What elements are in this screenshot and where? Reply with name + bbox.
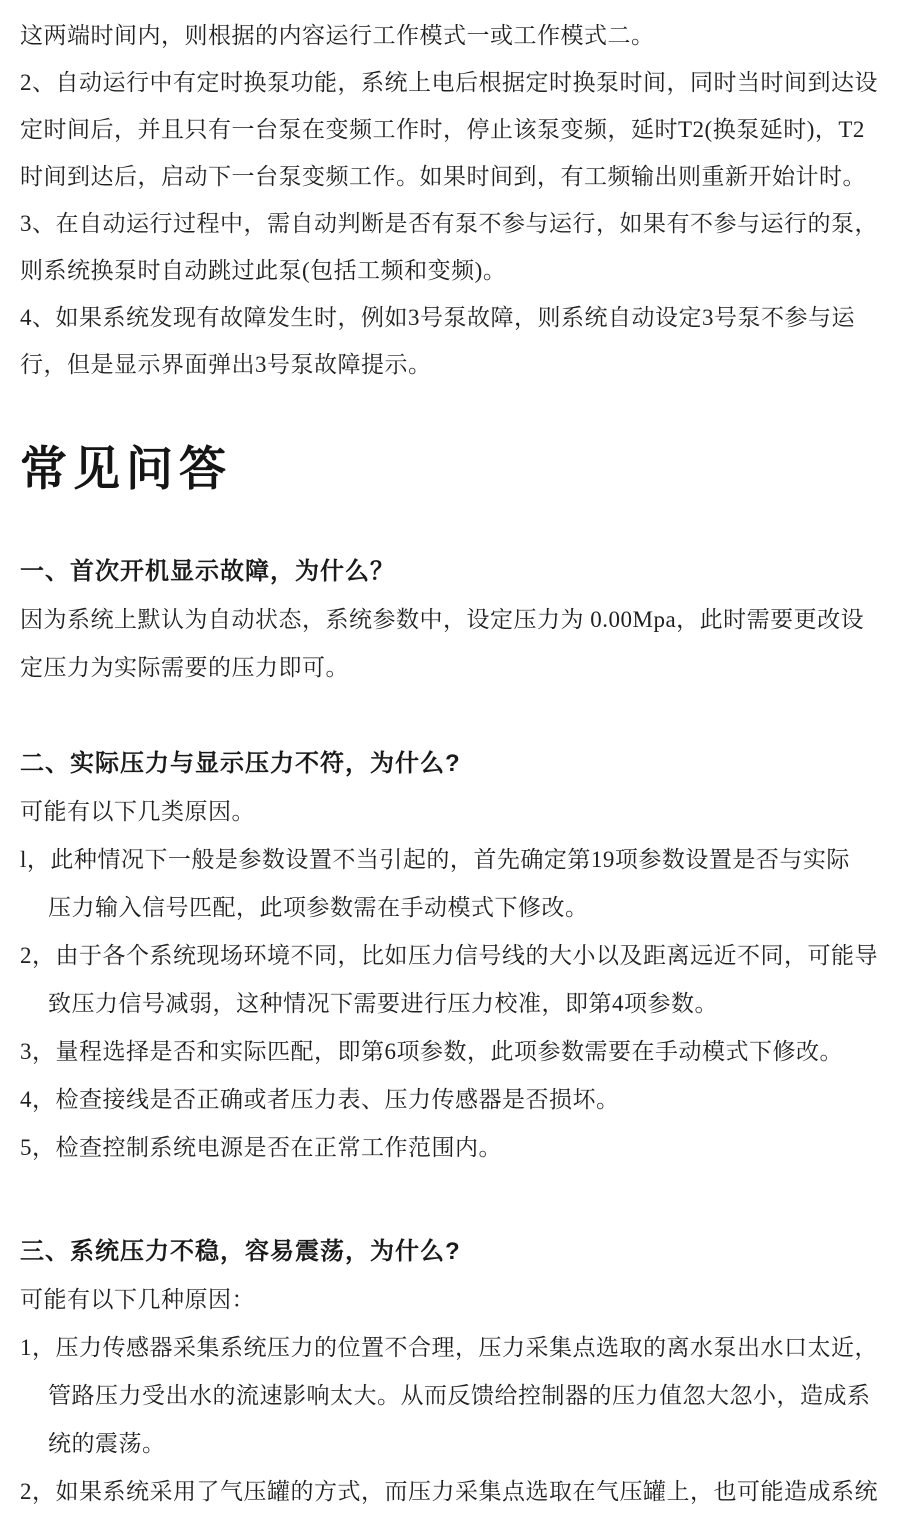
- body-line: 2、自动运行中有定时换泵功能，系统上电后根据定时换泵时间，同时当时间到达设: [20, 70, 878, 95]
- faq-answer-line: 2，如果系统采用了气压罐的方式，而压力采集点选取在气压罐上，也可能造成系统: [20, 1479, 878, 1504]
- section-title: 常见问答: [20, 444, 232, 496]
- faq-answer-line: 可能有以下几种原因：: [20, 1287, 255, 1312]
- body-line: 定时间后，并且只有一台泵在变频工作时，停止该泵变频，延时T2(换泵延时)，T2: [20, 117, 865, 142]
- faq-answer-line: 可能有以下几类原因。: [20, 799, 255, 824]
- faq-answer-line: 3，量程选择是否和实际匹配，即第6项参数，此项参数需要在手动模式下修改。: [20, 1039, 843, 1064]
- faq-answer-line: 致压力信号减弱，这种情况下需要进行压力校准，即第4项参数。: [48, 991, 718, 1016]
- body-line: 3、在自动运行过程中，需自动判断是否有泵不参与运行，如果有不参与运行的泵，: [20, 211, 878, 236]
- body-line: 则系统换泵时自动跳过此泵(包括工频和变频)。: [20, 258, 507, 283]
- faq-answer-line: l，此种情况下一般是参数设置不当引起的，首先确定第19项参数设置是否与实际: [20, 847, 850, 872]
- faq-answer-line: 压力输入信号匹配，此项参数需在手动模式下修改。: [48, 895, 589, 920]
- faq-answer-line: 5，检查控制系统电源是否在正常工作范围内。: [20, 1135, 502, 1160]
- faq-answer-3: [20, 1276, 892, 1516]
- auto-run-notes: [20, 12, 892, 388]
- faq-answer-line: 管路压力受出水的流速影响太大。从而反馈给控制器的压力值忽大忽小，造成系: [48, 1383, 871, 1408]
- faq-question-2: 二、实际压力与显示压力不符，为什么?: [20, 750, 461, 777]
- faq-answer-1: [20, 596, 892, 692]
- faq-question-1: 一、首次开机显示故障，为什么？: [20, 558, 395, 585]
- body-line: 时间到达后，启动下一台泵变频工作。如果时间到，有工频输出则重新开始计时。: [20, 164, 866, 189]
- body-line: 行，但是显示界面弹出3号泵故障提示。: [20, 352, 432, 377]
- faq-answer-line: 2，由于各个系统现场环境不同，比如压力信号线的大小以及距离远近不同，可能导: [20, 943, 878, 968]
- faq-answer-line: 因为系统上默认为自动状态，系统参数中，设定压力为 0.00Mpa，此时需要更改设: [20, 607, 865, 632]
- faq-answer-line: 1，压力传感器采集系统压力的位置不合理，压力采集点选取的离水泵出水口太近，: [20, 1335, 878, 1360]
- faq-answer-2: [20, 788, 892, 1172]
- faq-answer-line: 4，检查接线是否正确或者压力表、压力传感器是否损坏。: [20, 1087, 620, 1112]
- faq-question-3: 三、系统压力不稳，容易震荡，为什么?: [20, 1238, 461, 1265]
- body-line: 4、如果系统发现有故障发生时，例如3号泵故障，则系统自动设定3号泵不参与运: [20, 305, 855, 330]
- body-line: 这两端时间内，则根据的内容运行工作模式一或工作模式二。: [20, 23, 655, 48]
- faq-answer-line: 定压力为实际需要的压力即可。: [20, 655, 349, 680]
- faq-answer-line: 统的震荡。: [48, 1431, 166, 1456]
